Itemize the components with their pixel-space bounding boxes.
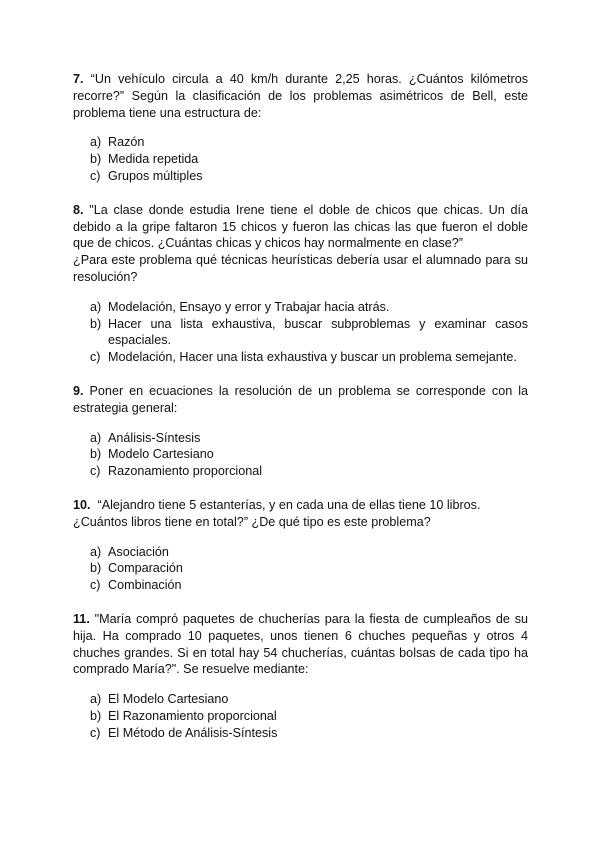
option-letter: a): [90, 430, 102, 445]
option-letter: b): [90, 708, 102, 723]
option-text: Combinación: [108, 578, 182, 593]
option-letter: c): [90, 725, 101, 740]
option-b: [73, 316, 528, 350]
option-b: [73, 560, 528, 577]
option-a: [73, 544, 528, 561]
option-text: Modelación, Ensayo y error y Trabajar hacia atrás.: [108, 299, 390, 314]
question-9-prompt: [73, 383, 528, 417]
option-a: [73, 299, 528, 316]
option-a: [73, 430, 528, 447]
question-number: 11.: [73, 611, 90, 626]
option-c: [73, 725, 528, 742]
option-letter: a): [90, 544, 102, 559]
question-text: “Alejandro tiene 5 estanterías, y en cada una de ellas tiene 10 libros.: [97, 497, 481, 512]
option-text: Modelación, Hacer una lista exhaustiva y buscar un problema semejante.: [108, 350, 517, 365]
option-text: Comparación: [108, 561, 183, 576]
question-7: [73, 71, 528, 185]
question-11-options: [73, 691, 528, 741]
question-7-options: [73, 134, 528, 184]
question-number: 9.: [73, 383, 84, 398]
option-text: Razón: [108, 135, 145, 150]
option-text: Razonamiento proporcional: [108, 464, 263, 479]
option-letter: c): [90, 464, 101, 479]
question-8: [73, 202, 528, 366]
option-b: [73, 151, 528, 168]
option-letter: b): [90, 152, 102, 167]
question-10: [73, 497, 528, 594]
question-text: Poner en ecuaciones la resolución de un problema se corresponde con la estrategia general:: [73, 383, 529, 415]
question-text: “Un vehículo circula a 40 km/h durante 2,25 horas. ¿Cuántos kilómetros recorre?” Según la clasificación de los problemas asimétricos de Bell, este problema tiene una estructura de:: [73, 72, 529, 120]
option-letter: c): [90, 578, 101, 593]
option-letter: c): [90, 350, 101, 365]
question-number: 7.: [73, 72, 84, 86]
option-c: [73, 463, 528, 480]
question-10-subprompt: ¿Cuántos libros tiene en total?” ¿De qué tipo es este problema?: [73, 514, 431, 529]
option-b: [73, 446, 528, 463]
option-text: Análisis-Síntesis: [108, 430, 201, 445]
question-8-subprompt: ¿Para este problema qué técnicas heurísticas debería usar el alumnado para su resolución?: [73, 253, 528, 284]
option-text: Medida repetida: [108, 152, 199, 167]
option-a: [73, 134, 528, 151]
option-text: Hacer una lista exhaustiva, buscar subproblemas y examinar casos espaciales.: [108, 316, 528, 348]
option-letter: a): [90, 135, 102, 150]
option-text: El Modelo Cartesiano: [108, 692, 229, 707]
option-letter: b): [90, 561, 102, 576]
question-11: [73, 611, 528, 742]
question-8-prompt: [73, 202, 528, 252]
question-10-options: [73, 544, 528, 594]
option-text: El Razonamiento proporcional: [108, 708, 277, 723]
question-10-prompt: [73, 497, 528, 514]
option-c: [73, 168, 528, 185]
option-letter: a): [90, 299, 102, 314]
option-text: El Método de Análisis-Síntesis: [108, 725, 278, 740]
option-text: Modelo Cartesiano: [108, 447, 214, 462]
option-letter: b): [90, 447, 102, 462]
option-c: [73, 349, 528, 366]
question-text: "La clase donde estudia Irene tiene el doble de chicos que chicas. Un día debido a la gripe faltaron 15 chicos y fueron las chicas las que fueron el doble que de chicos. ¿Cuántas chicas y chicos hay normalmente en clase?”: [73, 202, 528, 251]
option-letter: a): [90, 692, 102, 707]
question-number: 10.: [73, 497, 91, 512]
option-a: [73, 691, 528, 708]
question-text: "María compró paquetes de chucherías para la fiesta de cumpleaños de su hija. Ha comprado 10 paquetes, unos tienen 6 chuches pequeñas y otros 4 chuches grandes. Si en total hay 54 chucherías, cuántas bolsas de cada tipo ha comprado María?". Se resuelve mediante:: [73, 611, 529, 677]
option-letter: c): [90, 168, 101, 183]
question-11-prompt: [73, 611, 528, 678]
option-letter: b): [90, 316, 102, 331]
question-number: 8.: [73, 202, 84, 217]
option-text: Grupos múltiples: [108, 168, 203, 183]
question-9: [73, 383, 528, 480]
document-page: [73, 71, 528, 759]
option-b: [73, 708, 528, 725]
question-8-options: [73, 299, 528, 366]
question-7-prompt: [73, 71, 528, 121]
option-text: Asociación: [108, 544, 169, 559]
option-c: [73, 577, 528, 594]
question-9-options: [73, 430, 528, 480]
